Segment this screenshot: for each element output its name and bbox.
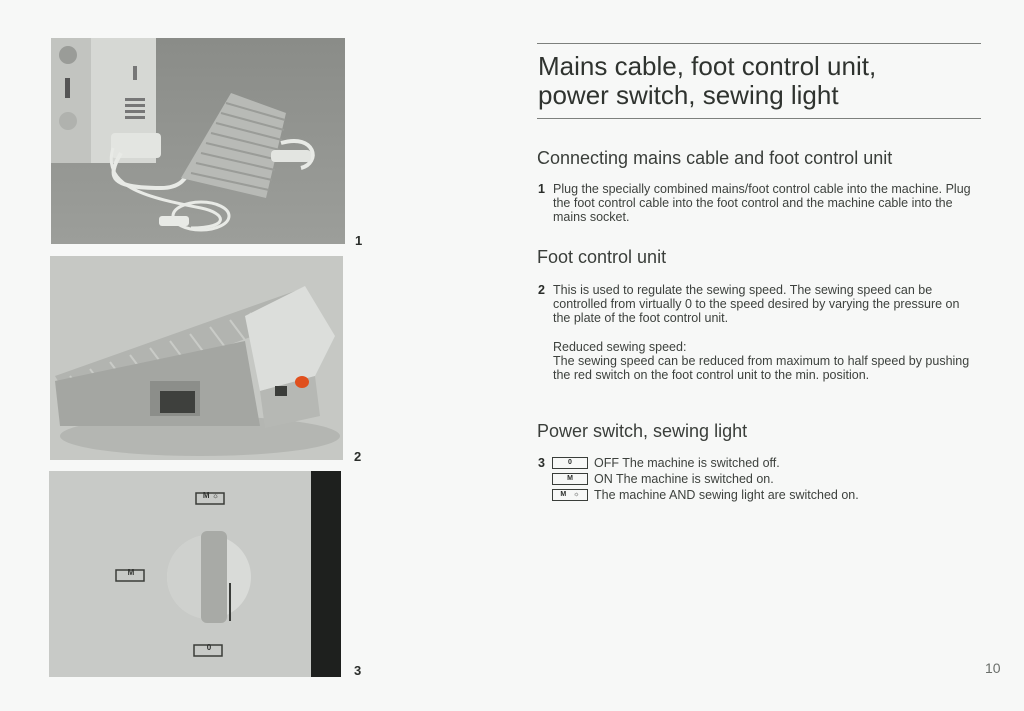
dial-label-off: 0: [206, 643, 212, 652]
reduced-speed-note: [538, 340, 978, 382]
figure-3-photo: [49, 471, 341, 677]
instruction-number: 1: [538, 182, 545, 196]
reduced-speed-text: The sewing speed can be reduced from maximum to half speed by pushing the red switch on the foot control unit to the min. position.: [553, 354, 970, 382]
figure-3-number: 3: [354, 663, 362, 678]
switch-row-on: [552, 471, 859, 487]
heading-power-switch: Power switch, sewing light: [537, 421, 748, 441]
switch-row-off: [552, 455, 859, 471]
title-rule-bottom: [537, 118, 981, 119]
title-rule-top: [537, 43, 981, 44]
figure-1-number: 1: [355, 233, 363, 248]
page-title-line-2: power switch, sewing light: [538, 80, 839, 110]
instruction-number: 3: [538, 456, 545, 470]
dial-label-machine: M: [127, 568, 135, 577]
dial-label-machine-and-light: M ☼: [202, 491, 220, 500]
heading-connecting: Connecting mains cable and foot control unit: [537, 148, 893, 168]
instruction-1: [538, 182, 978, 224]
page-title-line-1: Mains cable, foot control unit,: [538, 51, 877, 81]
switch-positions-list: [538, 455, 859, 503]
switch-description: OFF The machine is switched off.: [594, 456, 780, 470]
reduced-speed-label: Reduced sewing speed:: [553, 340, 687, 354]
machine-and-foot-control-image: [51, 38, 345, 244]
page-number: 10: [985, 660, 1001, 676]
heading-foot-control: Foot control unit: [537, 247, 667, 267]
switch-row-on-with-light: [552, 487, 859, 503]
instruction-2: [538, 283, 978, 325]
figure-2-photo: [50, 256, 343, 460]
switch-symbol-off: 0: [552, 457, 588, 469]
instruction-number: 2: [538, 283, 545, 297]
light-icon: ☼: [573, 491, 580, 498]
instruction-text: This is used to regulate the sewing speed. The sewing speed can be controlled from virtually 0 to the speed desired by varying the pressure on the plate of the foot control unit.: [553, 283, 960, 325]
switch-description: ON The machine is switched on.: [594, 472, 774, 486]
switch-symbol-on: M: [552, 473, 588, 485]
foot-control-closeup-image: [50, 256, 343, 460]
instruction-text: Plug the specially combined mains/foot control cable into the machine. Plug the foot control cable into the foot control and the machine cable into the mains socket.: [553, 182, 971, 224]
page-title: [538, 52, 978, 110]
switch-symbol-on-light: M ☼: [552, 489, 588, 501]
figure-1-photo: [51, 38, 345, 244]
switch-description: The machine AND sewing light are switched on.: [594, 488, 859, 502]
figure-2-number: 2: [354, 449, 362, 464]
